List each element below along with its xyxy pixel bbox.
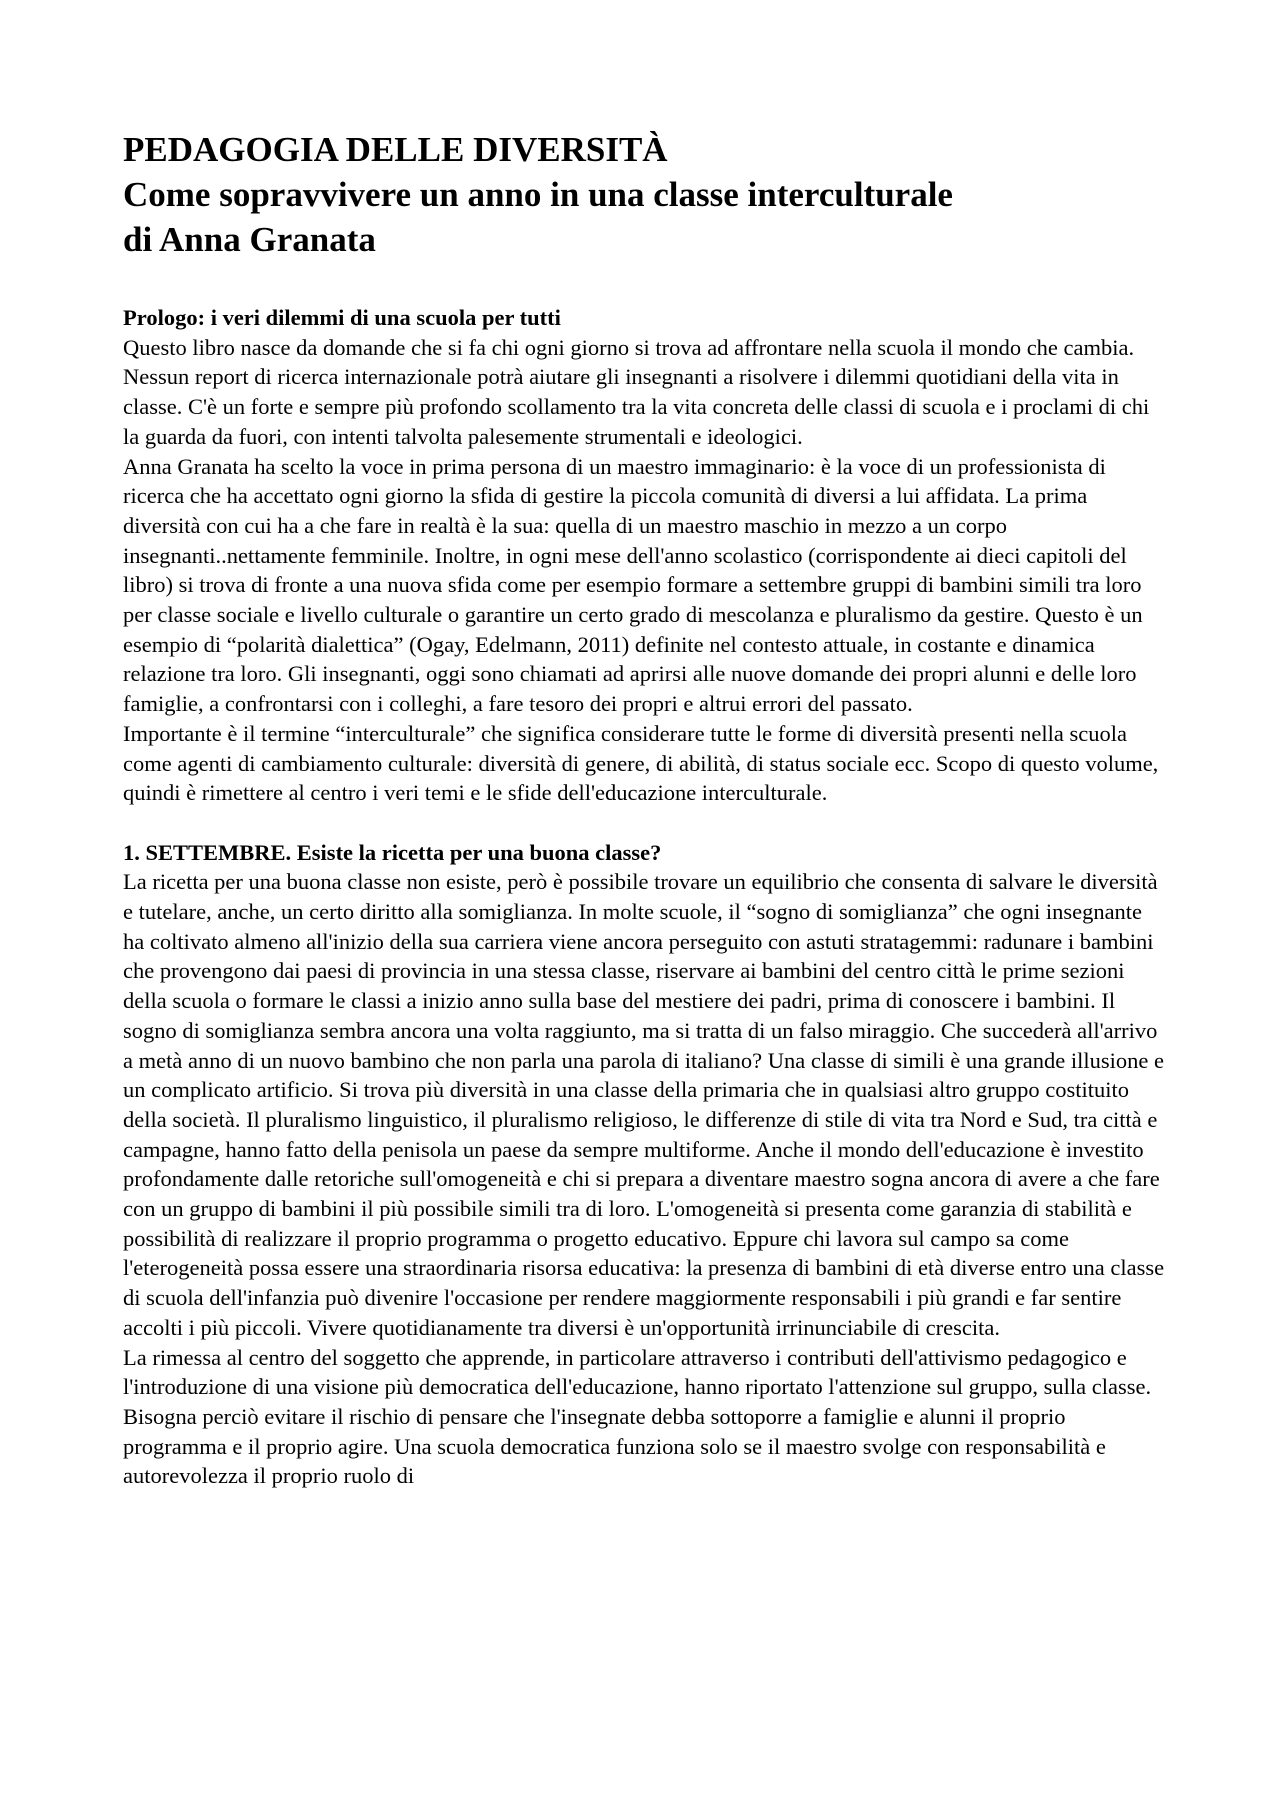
document-title: PEDAGOGIA DELLE DIVERSITÀ xyxy=(123,130,668,169)
section-heading-settembre: 1. SETTEMBRE. Esiste la ricetta per una buona classe? xyxy=(123,839,662,865)
document-author: di Anna Granata xyxy=(123,220,376,259)
paragraph: Anna Granata ha scelto la voce in prima persona di un maestro immaginario: è la voce di un professionista di ricerca che ha accettato ogni giorno la sfida di gestire la piccola comunità di diversi a lui affidata. La prima diversità con cui ha a che fare in realtà è la sua: quella di un maestro maschio in mezzo a un corpo insegnanti..nettamente femminile. Inoltre, in ogni mese dell'anno scolastico (corrispondente ai dieci capitoli del libro) si trova di fronte a una nuova sfida come per esempio formare a settembre gruppi di bambini simili tra loro per classe sociale e livello culturale o garantire un certo grado di mescolanza e pluralismo da gestire. Questo è un esempio di “polarità dialettica” (Ogay, Edelmann, 2011) definite nel contesto attuale, in costante e dinamica relazione tra loro. Gli insegnanti, oggi sono chiamati ad aprirsi alle nuove domande dei propri alunni e delle loro famiglie, a confrontarsi con i colleghi, a fare tesoro dei propri e altrui errori del passato. xyxy=(123,453,1143,717)
paragraph: La rimessa al centro del soggetto che apprende, in particolare attraverso i contributi dell'attivismo pedagogico e l'introduzione di una visione più democratica dell'educazione, hanno riportato l'attenzione sul gruppo, sulla classe. Bisogna perciò evitare il rischio di pensare che l'insegnate debba sottoporre a famiglie e alunni il proprio programma e il proprio agire. Una scuola democratica funziona solo se il maestro svolge con responsabilità e autorevolezza il proprio ruolo di xyxy=(123,1344,1152,1489)
paragraph: La ricetta per una buona classe non esiste, però è possibile trovare un equilibrio che consenta di salvare le diversità e tutelare, anche, un certo diritto alla somiglianza. In molte scuole, il “sogno di somiglianza” che ogni insegnante ha coltivato almeno all'inizio della sua carriera viene ancora perseguito con astuti stratagemmi: radunare i bambini che provengono dai paesi di provincia in una stessa classe, riservare ai bambini del centro città le prime sezioni della scuola o formare le classi a inizio anno sulla base del mestiere dei padri, prima di conoscere i bambini. Il sogno di somiglianza sembra ancora una volta raggiunto, ma si tratta di un falso miraggio. Che succederà all'arrivo a metà anno di un nuovo bambino che non parla una parola di italiano? Una classe di simili è una grande illusione e un complicato artificio. Si trova più diversità in una classe della primaria che in qualsiasi altro gruppo costituito della società. Il pluralismo linguistico, il pluralismo religioso, le differenze di stile di vita tra Nord e Sud, tra città e campagne, hanno fatto della penisola un paese da sempre multiforme. Anche il mondo dell'educazione è investito profondamente dalle retoriche sull'omogeneità e chi si prepara a diventare maestro sogna ancora di avere a che fare con un gruppo di bambini il più possibile simili tra di loro. L'omogeneità si presenta come garanzia di stabilità e possibilità di realizzare il proprio programma o progetto educativo. Eppure chi lavora sul campo sa come l'eterogeneità possa essere una straordinaria risorsa educativa: la presenza di bambini di età diverse entro una classe di scuola dell'infanzia può divenire l'occasione per rendere maggiormente responsabili i più grandi e far sentire accolti i più piccoli. Vivere quotidianamente tra diversi è un'opportunità irrinunciabile di crescita. xyxy=(123,869,1165,1340)
document-title-block xyxy=(123,127,1173,262)
section-spacer xyxy=(123,808,1168,838)
paragraph: Importante è il termine “interculturale” che significa considerare tutte le forme di diversità presenti nella scuola come agenti di cambiamento culturale: diversità di genere, di abilità, di status sociale ecc. Scopo di questo volume, quindi è rimettere al centro i veri temi e le sfide dell'educazione interculturale. xyxy=(123,720,1159,806)
section-heading-prologo: Prologo: i veri dilemmi di una scuola per tutti xyxy=(123,305,561,330)
document-body xyxy=(123,303,1168,1491)
document-subtitle: Come sopravvivere un anno in una classe interculturale xyxy=(123,175,953,214)
paragraph: Questo libro nasce da domande che si fa chi ogni giorno si trova ad affrontare nella scuola il mondo che cambia. Nessun report di ricerca internazionale potrà aiutare gli insegnanti a risolvere i dilemmi quotidiani della vita in classe. C'è un forte e sempre più profondo scollamento tra la vita concreta delle classi di scuola e i proclami di chi la guarda da fuori, con intenti talvolta palesemente strumentali e ideologici. xyxy=(123,334,1150,449)
